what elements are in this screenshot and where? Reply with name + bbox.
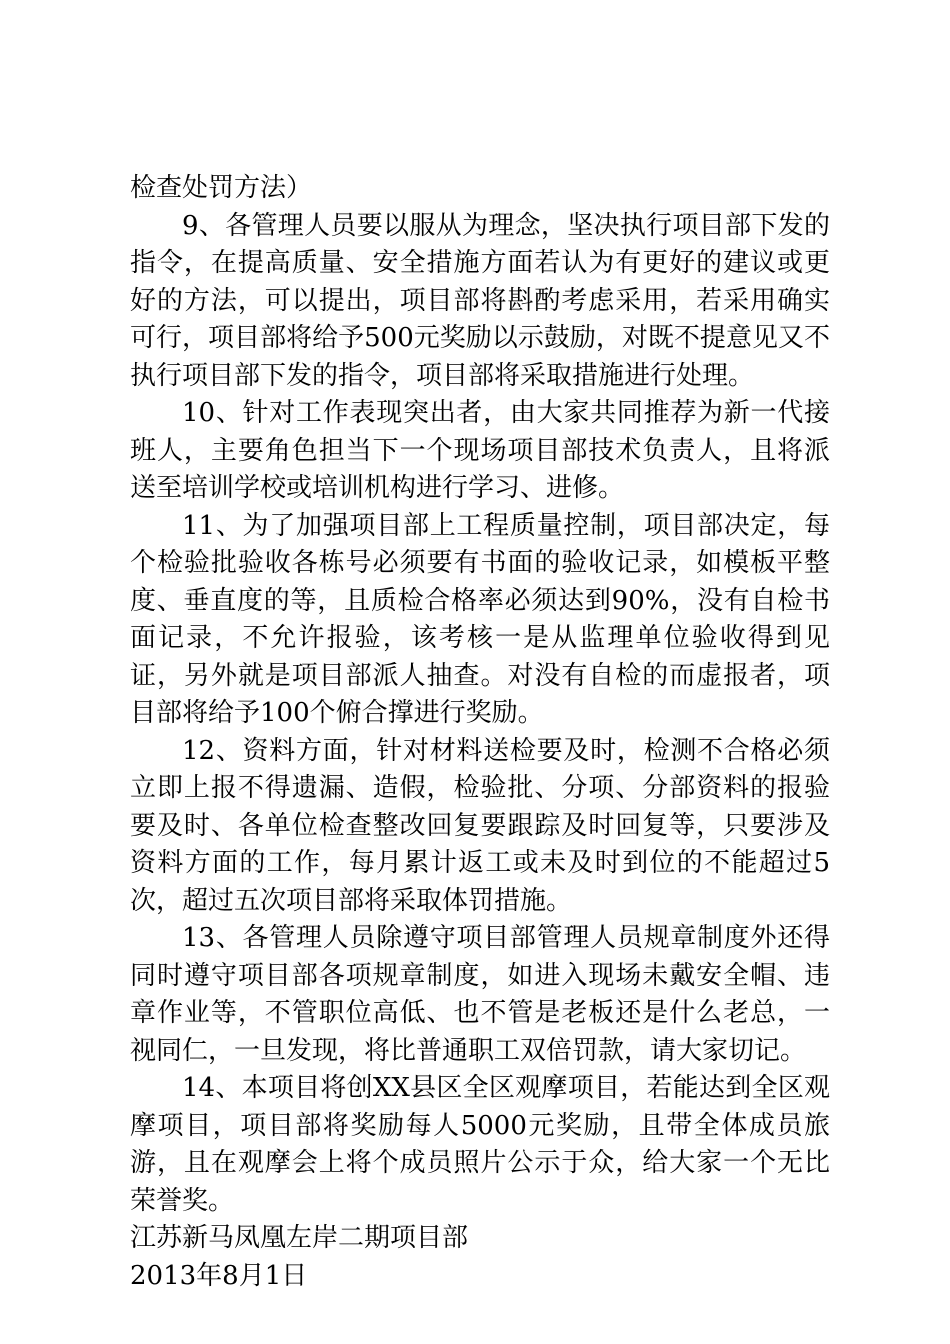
document-body — [130, 170, 830, 1295]
paragraph-item-10: 10、针对工作表现突出者，由大家共同推荐为新一代接班人，主要角色担当下一个现场项目部技术负责人，且将派送至培训学校或培训机构进行学习、进修。 — [130, 398, 830, 503]
paragraph-continuation: 检查处罚方法） — [130, 173, 313, 203]
paragraph-item-13: 13、各管理人员除遵守项目部管理人员规章制度外还得同时遵守项目部各项规章制度，如进入现场未戴安全帽、违章作业等，不管职位高低、也不管是老板还是什么老总，一视同仁，一旦发现，将比普通职工双倍罚款，请大家切记。 — [130, 923, 830, 1066]
paragraph-item-9: 9、各管理人员要以服从为理念，坚决执行项目部下发的指令，在提高质量、安全措施方面若认为有更好的建议或更好的方法，可以提出，项目部将斟酌考虑采用，若采用确实可行，项目部将给予500元奖励以示鼓励，对既不提意见又不执行项目部下发的指令，项目部将采取措施进行处理。 — [130, 210, 830, 391]
signature-date: 2013年8月1日 — [130, 1260, 308, 1291]
paragraph-item-14: 14、本项目将创XX县区全区观摩项目，若能达到全区观摩项目，项目部将奖励每人5000元奖励，且带全体成员旅游，且在观摩会上将个成员照片公示于众，给大家一个无比荣誉奖。 — [130, 1073, 830, 1216]
paragraph-item-11: 11、为了加强项目部上工程质量控制，项目部决定，每个检验批验收各栋号必须要有书面的验收记录，如模板平整度、垂直度的等，且质检合格率必须达到90%，没有自检书面记录，不允许报验，该考核一是从监理单位验收得到见证，另外就是项目部派人抽查。对没有自检的而虚报者，项目部将给予100个俯合撑进行奖励。 — [130, 510, 830, 728]
signature-organization: 江苏新马凤凰左岸二期项目部 — [130, 1223, 469, 1253]
paragraph-item-12: 12、资料方面，针对材料送检要及时，检测不合格必须立即上报不得遗漏、造假，检验批、分项、分部资料的报验要及时、各单位检查整改回复要跟踪及时回复等，只要涉及资料方面的工作，每月累计返工或未及时到位的不能超过5次，超过五次项目部将采取体罚措施。 — [130, 735, 830, 916]
